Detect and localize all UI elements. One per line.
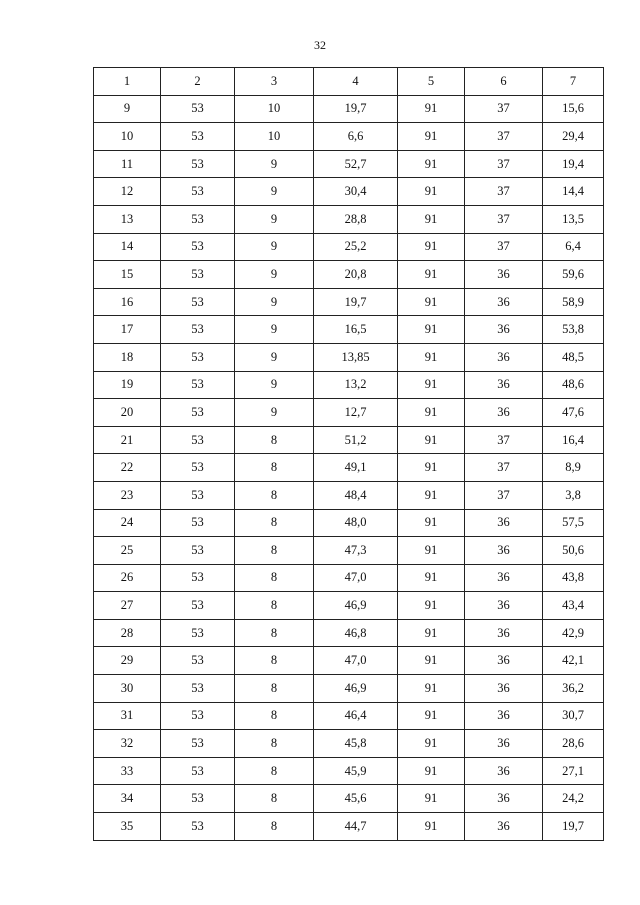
table-cell: 12 [94, 178, 161, 206]
table-cell: 47,0 [314, 647, 398, 675]
table-cell: 37 [465, 205, 543, 233]
table-cell: 47,0 [314, 564, 398, 592]
table-row [94, 150, 604, 178]
table-cell: 36 [465, 813, 543, 841]
table-cell: 10 [235, 95, 314, 123]
table-cell: 53 [161, 288, 235, 316]
table-row [94, 813, 604, 841]
table-cell: 91 [398, 233, 465, 261]
table-cell: 59,6 [543, 261, 604, 289]
table-cell: 48,4 [314, 481, 398, 509]
table-cell: 91 [398, 730, 465, 758]
table-cell: 27,1 [543, 757, 604, 785]
table-cell: 9 [235, 343, 314, 371]
table-cell: 15,6 [543, 95, 604, 123]
table-row [94, 481, 604, 509]
table-cell: 25 [94, 537, 161, 565]
table-cell: 52,7 [314, 150, 398, 178]
table-cell: 36 [465, 371, 543, 399]
table-cell: 8 [235, 454, 314, 482]
table-cell: 36 [465, 647, 543, 675]
column-header: 7 [543, 68, 604, 96]
table-cell: 48,6 [543, 371, 604, 399]
table-cell: 24 [94, 509, 161, 537]
table-cell: 53 [161, 399, 235, 427]
table-cell: 46,9 [314, 675, 398, 703]
table-cell: 9 [235, 316, 314, 344]
table-cell: 53 [161, 675, 235, 703]
table-cell: 14 [94, 233, 161, 261]
table-cell: 53 [161, 95, 235, 123]
table-cell: 13,85 [314, 343, 398, 371]
table-cell: 9 [235, 399, 314, 427]
table-cell: 21 [94, 426, 161, 454]
table-cell: 36 [465, 564, 543, 592]
table-row [94, 509, 604, 537]
table-cell: 36 [465, 702, 543, 730]
table-cell: 8 [235, 813, 314, 841]
table-cell: 13,2 [314, 371, 398, 399]
table-cell: 30 [94, 675, 161, 703]
table-cell: 10 [235, 123, 314, 151]
table-cell: 16,4 [543, 426, 604, 454]
table-cell: 53 [161, 537, 235, 565]
table-row [94, 702, 604, 730]
table-row [94, 537, 604, 565]
table-row [94, 205, 604, 233]
table-row [94, 343, 604, 371]
table-cell: 36,2 [543, 675, 604, 703]
table-cell: 36 [465, 343, 543, 371]
table-cell: 36 [465, 592, 543, 620]
table-cell: 37 [465, 178, 543, 206]
table-cell: 53 [161, 564, 235, 592]
table-cell: 30,4 [314, 178, 398, 206]
table-cell: 9 [94, 95, 161, 123]
table-cell: 46,9 [314, 592, 398, 620]
table-cell: 13,5 [543, 205, 604, 233]
table-cell: 8 [235, 481, 314, 509]
table-cell: 91 [398, 316, 465, 344]
table-cell: 9 [235, 261, 314, 289]
table-cell: 53 [161, 592, 235, 620]
table-cell: 19,4 [543, 150, 604, 178]
table-cell: 12,7 [314, 399, 398, 427]
table-body [94, 95, 604, 840]
table-cell: 8 [235, 426, 314, 454]
table-cell: 3,8 [543, 481, 604, 509]
table-cell: 91 [398, 592, 465, 620]
table-cell: 36 [465, 619, 543, 647]
table-cell: 91 [398, 454, 465, 482]
table-cell: 91 [398, 261, 465, 289]
table-cell: 17 [94, 316, 161, 344]
table-cell: 37 [465, 123, 543, 151]
table-cell: 8 [235, 619, 314, 647]
table-cell: 31 [94, 702, 161, 730]
table-cell: 36 [465, 288, 543, 316]
table-cell: 53 [161, 785, 235, 813]
table-cell: 50,6 [543, 537, 604, 565]
table-cell: 46,8 [314, 619, 398, 647]
table-cell: 36 [465, 675, 543, 703]
data-table [93, 67, 604, 841]
table-cell: 47,3 [314, 537, 398, 565]
table-cell: 91 [398, 509, 465, 537]
table-row [94, 288, 604, 316]
table-row [94, 592, 604, 620]
table-cell: 36 [465, 537, 543, 565]
table-cell: 91 [398, 150, 465, 178]
table-cell: 53 [161, 426, 235, 454]
table-cell: 37 [465, 454, 543, 482]
table-cell: 51,2 [314, 426, 398, 454]
table-cell: 9 [235, 178, 314, 206]
table-cell: 36 [465, 730, 543, 758]
table-cell: 9 [235, 371, 314, 399]
table-cell: 53 [161, 702, 235, 730]
table-cell: 8 [235, 757, 314, 785]
table-cell: 36 [465, 757, 543, 785]
table-cell: 42,9 [543, 619, 604, 647]
table-cell: 91 [398, 564, 465, 592]
table-cell: 53 [161, 757, 235, 785]
table-cell: 29 [94, 647, 161, 675]
table-cell: 34 [94, 785, 161, 813]
table-cell: 20 [94, 399, 161, 427]
table-cell: 91 [398, 426, 465, 454]
table-cell: 19,7 [314, 95, 398, 123]
table-cell: 53 [161, 619, 235, 647]
table-cell: 53 [161, 343, 235, 371]
table-row [94, 95, 604, 123]
table-cell: 25,2 [314, 233, 398, 261]
table-cell: 91 [398, 399, 465, 427]
table-cell: 20,8 [314, 261, 398, 289]
table-cell: 30,7 [543, 702, 604, 730]
page-number: 32 [314, 38, 326, 52]
table-cell: 8 [235, 647, 314, 675]
table-cell: 9 [235, 205, 314, 233]
table-cell: 53 [161, 316, 235, 344]
table-cell: 27 [94, 592, 161, 620]
table-cell: 37 [465, 426, 543, 454]
table-cell: 48,5 [543, 343, 604, 371]
column-header: 1 [94, 68, 161, 96]
table-cell: 53 [161, 730, 235, 758]
table-cell: 53 [161, 150, 235, 178]
table-cell: 53 [161, 647, 235, 675]
table-cell: 91 [398, 481, 465, 509]
table-cell: 6,4 [543, 233, 604, 261]
table-cell: 15 [94, 261, 161, 289]
table-cell: 33 [94, 757, 161, 785]
table-cell: 8 [235, 592, 314, 620]
table-row [94, 426, 604, 454]
table-cell: 37 [465, 233, 543, 261]
table-cell: 32 [94, 730, 161, 758]
table-cell: 8 [235, 564, 314, 592]
table-cell: 11 [94, 150, 161, 178]
table-cell: 19,7 [543, 813, 604, 841]
table-row [94, 123, 604, 151]
table-cell: 91 [398, 757, 465, 785]
table-cell: 53 [161, 205, 235, 233]
table-cell: 43,8 [543, 564, 604, 592]
table-row [94, 399, 604, 427]
table-row [94, 647, 604, 675]
table-cell: 8 [235, 675, 314, 703]
table-cell: 13 [94, 205, 161, 233]
table-cell: 37 [465, 150, 543, 178]
table-cell: 19,7 [314, 288, 398, 316]
column-header: 3 [235, 68, 314, 96]
table-row [94, 261, 604, 289]
table-cell: 42,1 [543, 647, 604, 675]
table-cell: 9 [235, 233, 314, 261]
table-cell: 91 [398, 537, 465, 565]
column-header: 6 [465, 68, 543, 96]
table-cell: 45,9 [314, 757, 398, 785]
table-cell: 10 [94, 123, 161, 151]
table-row [94, 730, 604, 758]
table-row [94, 675, 604, 703]
table-cell: 6,6 [314, 123, 398, 151]
column-header: 4 [314, 68, 398, 96]
table-row [94, 619, 604, 647]
table-cell: 22 [94, 454, 161, 482]
table-row [94, 757, 604, 785]
table-cell: 18 [94, 343, 161, 371]
table-cell: 91 [398, 205, 465, 233]
table-cell: 47,6 [543, 399, 604, 427]
table-row [94, 316, 604, 344]
table-cell: 14,4 [543, 178, 604, 206]
table-row [94, 785, 604, 813]
table-cell: 36 [465, 785, 543, 813]
table-cell: 53 [161, 233, 235, 261]
table-cell: 53 [161, 509, 235, 537]
table-cell: 91 [398, 785, 465, 813]
table-cell: 53 [161, 261, 235, 289]
table-cell: 23 [94, 481, 161, 509]
table-row [94, 178, 604, 206]
table-row [94, 454, 604, 482]
table-cell: 46,4 [314, 702, 398, 730]
table-cell: 91 [398, 675, 465, 703]
table-cell: 58,9 [543, 288, 604, 316]
table-cell: 8 [235, 785, 314, 813]
table-cell: 53 [161, 454, 235, 482]
table-cell: 26 [94, 564, 161, 592]
column-header: 5 [398, 68, 465, 96]
table-cell: 8,9 [543, 454, 604, 482]
table-cell: 53 [161, 813, 235, 841]
column-header: 2 [161, 68, 235, 96]
table-cell: 36 [465, 509, 543, 537]
table-cell: 9 [235, 288, 314, 316]
table-cell: 48,0 [314, 509, 398, 537]
table-cell: 53 [161, 178, 235, 206]
table-cell: 91 [398, 647, 465, 675]
table-cell: 28,8 [314, 205, 398, 233]
table-cell: 16,5 [314, 316, 398, 344]
table-cell: 37 [465, 481, 543, 509]
table-cell: 8 [235, 537, 314, 565]
table-header-row [94, 68, 604, 96]
table-cell: 8 [235, 509, 314, 537]
table-row [94, 233, 604, 261]
table-cell: 37 [465, 95, 543, 123]
table-cell: 91 [398, 123, 465, 151]
table-cell: 91 [398, 95, 465, 123]
table-cell: 53 [161, 481, 235, 509]
table-cell: 35 [94, 813, 161, 841]
table-cell: 91 [398, 619, 465, 647]
table-cell: 36 [465, 261, 543, 289]
table-cell: 29,4 [543, 123, 604, 151]
table-cell: 36 [465, 316, 543, 344]
table-cell: 91 [398, 343, 465, 371]
table-cell: 91 [398, 178, 465, 206]
table-cell: 91 [398, 288, 465, 316]
table-cell: 49,1 [314, 454, 398, 482]
table-cell: 28,6 [543, 730, 604, 758]
table-cell: 8 [235, 730, 314, 758]
table-cell: 57,5 [543, 509, 604, 537]
table-cell: 24,2 [543, 785, 604, 813]
table-cell: 53,8 [543, 316, 604, 344]
table-cell: 16 [94, 288, 161, 316]
table-cell: 19 [94, 371, 161, 399]
table-cell: 36 [465, 399, 543, 427]
table-cell: 45,6 [314, 785, 398, 813]
table-cell: 91 [398, 371, 465, 399]
table-cell: 91 [398, 813, 465, 841]
table-cell: 53 [161, 123, 235, 151]
table-cell: 44,7 [314, 813, 398, 841]
table-row [94, 371, 604, 399]
table-cell: 91 [398, 702, 465, 730]
table-cell: 28 [94, 619, 161, 647]
table-cell: 53 [161, 371, 235, 399]
table-row [94, 564, 604, 592]
table-cell: 43,4 [543, 592, 604, 620]
table-cell: 8 [235, 702, 314, 730]
table-cell: 9 [235, 150, 314, 178]
table-cell: 45,8 [314, 730, 398, 758]
